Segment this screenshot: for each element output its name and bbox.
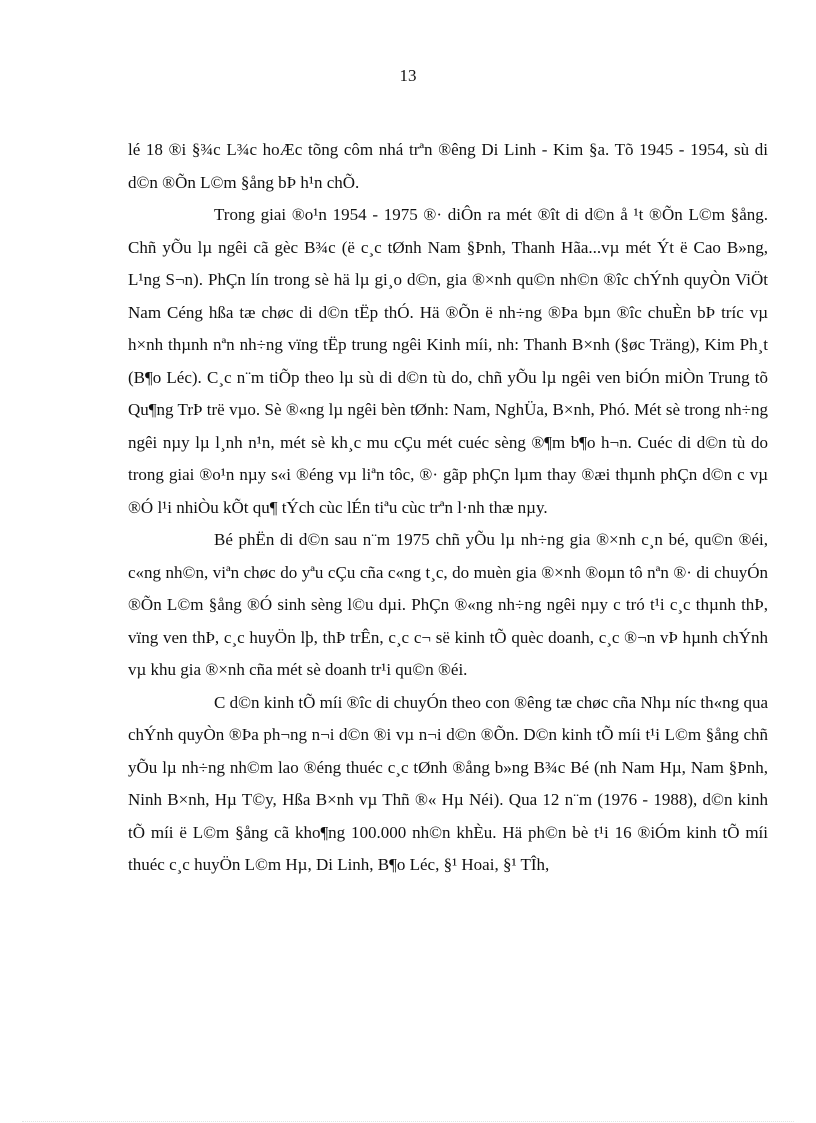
body-text [128,134,768,882]
page-bottom-divider [22,1121,794,1122]
paragraph-2: Trong giai ®o¹n 1954 - 1975 ®· diÔn ra mét ®ît di d©n å ¹t ®Õn L©m §ång. Chñ yÕu lµ ngêi cã gèc B¾c (ë c¸c tØnh Nam §Þnh, Thanh Hãa...vµ mét Ýt ë Cao B»ng, L¹ng S¬n). PhÇn lín trong sè hä lµ gi¸o d©n, gia ®×nh qu©n nh©n ®îc chÝnh quyÒn ViÖt Nam Céng hßa tæ chøc di d©n tËp thÓ. Hä ®Õn ë nh÷ng ®Þa bµn ®îc chuÈn bÞ tríc vµ h×nh thµnh nªn nh÷ng vïng tËp trung ngêi Kinh míi, nh: Thanh B×nh (§øc Träng), Kim Ph¸t (B¶o Léc). C¸c n¨m tiÕp theo lµ sù di d©n tù do, chñ yÕu lµ ngêi ven biÓn miÒn Trung tõ Qu¶ng TrÞ trë vµo. Sè ®«ng lµ ngêi bèn tØnh: Nam, NghÜa, B×nh, Phó. Mét sè trong nh÷ng ngêi nµy lµ l¸nh n¹n, mét sè kh¸c mu cÇu mét cuéc sèng ®¶m b¶o h¬n. Cuéc di d©n tù do trong giai ®o¹n nµy s«i ®éng vµ liªn tôc, ®· gãp phÇn lµm thay ®æi thµnh phÇn d©n c vµ ®Ó l¹i nhiÒu kÕt qu¶ tÝch cùc lÉn tiªu cùc trªn l·nh thæ nµy. [128,205,768,517]
paragraph-3: Bé phËn di d©n sau n¨m 1975 chñ yÕu lµ nh÷ng gia ®×nh c¸n bé, qu©n ®éi, c«ng nh©n, viªn chøc do yªu cÇu cña c«ng t¸c, do muèn gia ®×nh ®oµn tô nªn ®· di chuyÓn ®Õn L©m §ång ®Ó sinh sèng l©u dµi. PhÇn ®«ng nh÷ng ngêi nµy c tró t¹i c¸c thµnh thÞ, vïng ven thÞ, c¸c huyÖn lþ, thÞ trÊn, c¸c c¬ së kinh tÕ quèc doanh, c¸c ®¬n vÞ hµnh chÝnh vµ khu gia ®×nh cña mét sè doanh tr¹i qu©n ®éi. [128,530,768,679]
paragraph-4: C d©n kinh tÕ míi ®îc di chuyÓn theo con ®êng tæ chøc cña Nhµ níc th«ng qua chÝnh quyÒn ®Þa ph¬ng n¬i d©n ®i vµ n¬i d©n ®Õn. D©n kinh tÕ míi t¹i L©m §ång chñ yÕu lµ nh÷ng nh©m lao ®éng thuéc c¸c tØnh ®ång b»ng B¾c Bé (nh Nam Hµ, Nam §Þnh, Ninh B×nh, Hµ T©y, Hßa B×nh vµ Thñ ®« Hµ Néi). Qua 12 n¨m (1976 - 1988), d©n kinh tÕ míi ë L©m §ång cã kho¶ng 100.000 nh©n khÈu. Hä ph©n bè t¹i 16 ®iÓm kinh tÕ míi thuéc c¸c huyÖn L©m Hµ, Di Linh, B¶o Léc, §¹ Hoai, §¹ TÎh, [128,692,768,874]
page-number: 13 [399,66,417,85]
paragraph-1: lé 18 ®i §¾c L¾c hoÆc tõng côm nhá trªn ®êng Di Linh - Kim §a. Tõ 1945 - 1954, sù di d©n ®Õn L©m §ång bÞ h¹n chÕ. [128,140,768,192]
